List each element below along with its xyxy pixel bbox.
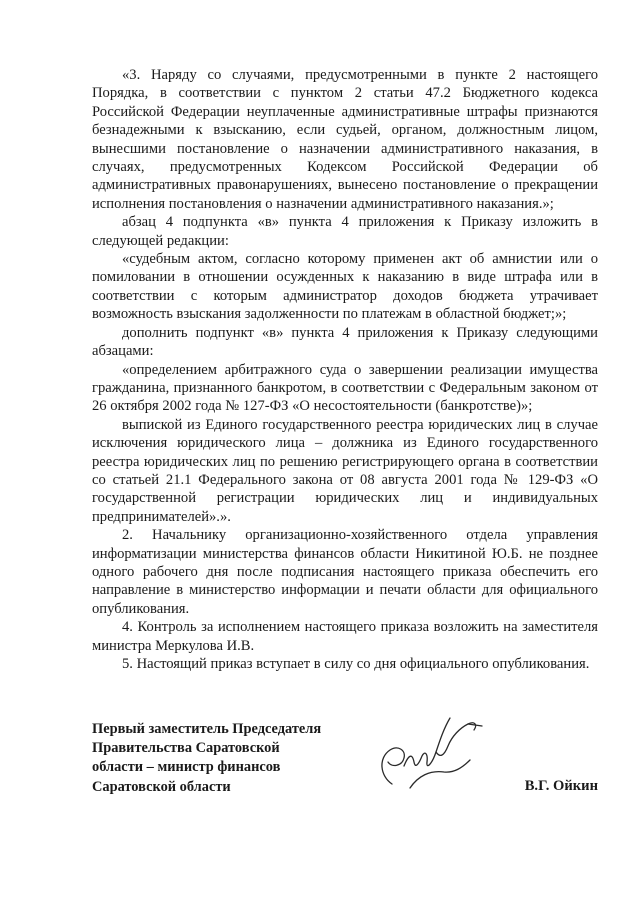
paragraph-registry-extract: выпиской из Единого государственного реестра юридических лиц в случае исключения юридического лица – должника из Единого государственного реестра юридических лиц по решению регистрирующего органа в соответствии со статьей 21.1 Федерального закона от 08 августа 2001 года № 129-ФЗ «О государственной регистрации юридических лиц и индивидуальных предпринимателей».». [92, 416, 598, 525]
paragraph-add-abzacs: дополнить подпункт «в» пункта 4 приложения к Приказу следующими абзацами: [92, 324, 598, 360]
paragraph-clause-3: «3. Наряду со случаями, предусмотренными в пункте 2 настоящего Порядка, в соответствии с пунктом 2 статьи 47.2 Бюджетного кодекса Российской Федерации неуплаченные административные штрафы признаются безнадежными к взысканию, если судьей, органом, должностным лицом, вынесшими постановление о назначении административного наказания, в случаях, предусмотренных Кодексом Российской Федерации об административных правонарушениях, вынесено постановление о прекращении исполнения постановления о назначении административного наказания.»; [92, 67, 598, 212]
signatory-name: В.Г. Ойкин [524, 778, 598, 794]
signatory-title: Первый заместитель Председателя Правительства Саратовской области – министр финансов Саратовской области [92, 721, 322, 795]
document-body [92, 66, 598, 673]
paragraph-item-4: 4. Контроль за исполнением настоящего приказа возложить на заместителя министра Меркулова И.В. [92, 619, 598, 654]
paragraph-item-5: 5. Настоящий приказ вступает в силу со дня официального опубликования. [122, 656, 590, 672]
paragraph-arbitration: «определением арбитражного суда о завершении реализации имущества гражданина, признанного банкротом, в соответствии с Федеральным законом от 26 октября 2002 года № 127-ФЗ «О несостоятельности (банкротстве)»; [92, 361, 598, 415]
handwritten-signature-icon [370, 706, 490, 802]
paragraph-item-2: 2. Начальнику организационно-хозяйственного отдела управления информатизации министерства финансов области Никитиной Ю.Б. не позднее одного рабочего дня после подписания настоящего приказа обеспечить его направление в министерство информации и печати области для официального опубликования. [92, 527, 598, 617]
paragraph-amend-abzac-4: абзац 4 подпункта «в» пункта 4 приложения к Приказу изложить в следующей редакции: [92, 214, 598, 249]
signature-block [92, 720, 598, 830]
paragraph-court-act: «судебным актом, согласно которому применен акт об амнистии или о помиловании в отношении осужденных к наказанию в виде штрафа или в соответствии с которым администратор доходов бюджета утрачивает возможность взыскания задолженности по платежам в областной бюджет;»; [92, 251, 598, 323]
